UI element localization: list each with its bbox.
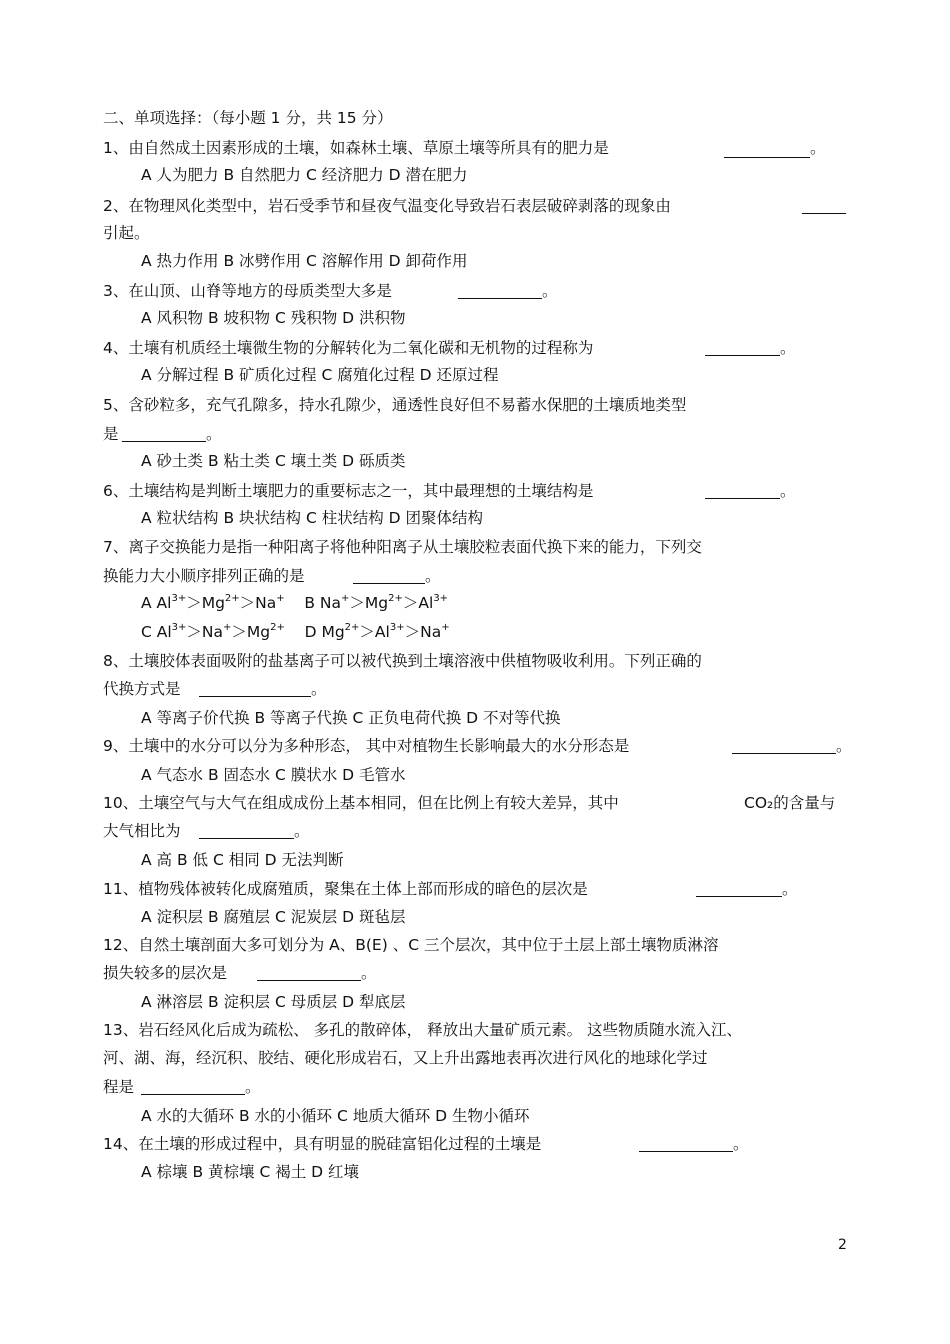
option-d-na: ＞Na	[404, 623, 442, 641]
question-10-options: A 高 B 低 C 相同 D 无法判断	[141, 851, 344, 869]
answer-blank-10[interactable]	[199, 838, 294, 839]
question-11-options: A 淀积层 B 腐殖层 C 泥炭层 D 斑毡层	[141, 908, 406, 926]
question-6-options: A 粒状结构 B 块状结构 C 柱状结构 D 团聚体结构	[141, 509, 483, 527]
option-b-al: ＞Al	[402, 594, 434, 612]
question-10-stem: 10、土壤空气与大气在组成成份上基本相同，但在比例上有较大差异，其中	[103, 794, 619, 812]
sup-al: 3+	[171, 622, 187, 633]
question-1-options: A 人为肥力 B 自然肥力 C 经济肥力 D 潜在肥力	[141, 166, 468, 184]
question-14-options: A 棕壤 B 黄棕壤 C 褐土 D 红壤	[141, 1163, 359, 1181]
answer-blank-2[interactable]	[802, 213, 846, 214]
question-6-stem: 6、土壤结构是判断土壤肥力的重要标志之一，其中最理想的土壤结构是	[103, 482, 594, 500]
question-8-stem-line2: 代换方式是	[103, 680, 181, 698]
sup-mg: 2+	[270, 622, 285, 633]
answer-blank-9[interactable]	[732, 753, 836, 754]
page-number: 2	[838, 1237, 847, 1253]
answer-blank-14[interactable]	[639, 1151, 733, 1152]
question-7-stem: 7、离子交换能力是指一种阳离子将他种阳离子从土壤胶粒表面代换下来的能力，下列交	[103, 538, 702, 556]
option-a-al: A Al	[141, 594, 172, 612]
question-12-end: 。	[361, 964, 377, 982]
question-13-stem: 13、岩石经风化后成为疏松、 多孔的散碎体， 释放出大量矿质元素。 这些物质随水流入江、	[103, 1021, 743, 1039]
answer-blank-8[interactable]	[199, 696, 311, 697]
answer-blank-3[interactable]	[458, 298, 542, 299]
question-13-stem-line2: 河、湖、海，经沉积、胶结、硬化形成岩石，又上升出露地表再次进行风化的地球化学过	[103, 1049, 708, 1067]
question-14-end: 。	[733, 1135, 749, 1153]
question-4-stem: 4、土壤有机质经土壤微生物的分解转化为二氧化碳和无机物的过程称为	[103, 339, 594, 357]
question-14-stem: 14、在土壤的形成过程中，具有明显的脱硅富铝化过程的土壤是	[103, 1135, 542, 1153]
sup-na: +	[276, 593, 285, 604]
sup-na: +	[341, 593, 350, 604]
sup-mg: 2+	[224, 593, 240, 604]
sup-na: +	[223, 622, 232, 633]
question-5-stem: 5、含砂粒多，充气孔隙多，持水孔隙少，通透性良好但不易蓄水保肥的土壤质地类型	[103, 396, 687, 414]
question-5-end: 。	[206, 425, 222, 443]
option-c-al: C Al	[141, 623, 172, 641]
option-d-mg: D Mg	[304, 623, 345, 641]
question-12-options: A 淋溶层 B 淀积层 C 母质层 D 犁底层	[141, 993, 406, 1011]
sup-al: 3+	[171, 593, 187, 604]
answer-blank-12[interactable]	[257, 980, 361, 981]
question-3-stem: 3、在山顶、山脊等地方的母质类型大多是	[103, 282, 392, 300]
question-10-end: 。	[294, 822, 310, 840]
question-10-stem-line2: 大气相比为	[103, 822, 181, 840]
answer-blank-11[interactable]	[696, 896, 782, 897]
option-b-mg: ＞Mg	[349, 594, 389, 612]
answer-blank-6[interactable]	[705, 498, 780, 499]
question-9-stem: 9、土壤中的水分可以分为多种形态， 其中对植物生长影响最大的水分形态是	[103, 737, 630, 755]
option-a-na: ＞Na	[239, 594, 277, 612]
question-11-end: 。	[782, 880, 798, 898]
question-13-end: 。	[245, 1078, 261, 1096]
question-7-end: 。	[425, 567, 441, 585]
answer-blank-7[interactable]	[353, 583, 425, 584]
question-1-end: 。	[810, 139, 826, 157]
option-c-mg: ＞Mg	[231, 623, 271, 641]
question-5-stem-line2: 是	[103, 425, 119, 443]
question-4-end: 。	[780, 339, 796, 357]
question-5-options: A 砂土类 B 粘土类 C 壤土类 D 砾质类	[141, 452, 406, 470]
question-13-stem-line3: 程是	[103, 1078, 135, 1096]
question-13-options: A 水的大循环 B 水的小循环 C 地质大循环 D 生物小循环	[141, 1107, 530, 1125]
question-11-stem: 11、植物残体被转化成腐殖质，聚集在土体上部而形成的暗色的层次是	[103, 880, 588, 898]
option-c-na: ＞Na	[186, 623, 224, 641]
question-1-stem: 1、由自然成土因素形成的土壤，如森林土壤、草原土壤等所具有的肥力是	[103, 139, 609, 157]
option-d-al: ＞Al	[359, 623, 390, 641]
answer-blank-1[interactable]	[724, 157, 810, 158]
question-2-stem-line2: 引起。	[103, 224, 150, 242]
question-9-options: A 气态水 B 固态水 C 膜状水 D 毛管水	[141, 766, 406, 784]
question-6-end: 。	[780, 482, 796, 500]
sup-mg: 2+	[344, 622, 360, 633]
question-10-stem-right: CO₂的含量与	[744, 794, 836, 812]
question-3-options: A 风积物 B 坡积物 C 残积物 D 洪积物	[141, 309, 406, 327]
question-9-end: 。	[836, 737, 852, 755]
question-7-options-ab	[141, 593, 448, 616]
question-2-stem: 2、在物理风化类型中，岩石受季节和昼夜气温变化导致岩石表层破碎剥落的现象由	[103, 197, 671, 215]
question-4-options: A 分解过程 B 矿质化过程 C 腐殖化过程 D 还原过程	[141, 366, 499, 384]
question-8-options: A 等离子价代换 B 等离子代换 C 正负电荷代换 D 不对等代换	[141, 709, 561, 727]
option-a-mg: ＞Mg	[186, 594, 225, 612]
question-8-end: 。	[311, 680, 327, 698]
option-b-na: B Na	[304, 594, 342, 612]
question-12-stem-line2: 损失较多的层次是	[103, 964, 228, 982]
sup-na: +	[441, 622, 450, 633]
question-3-end: 。	[542, 282, 558, 300]
sup-mg: 2+	[388, 593, 403, 604]
answer-blank-5[interactable]	[122, 441, 206, 442]
question-12-stem: 12、自然土壤剖面大多可划分为 A、B(E) 、C 三个层次，其中位于土层上部土壤物质淋溶	[103, 936, 719, 954]
question-2-options: A 热力作用 B 冰劈作用 C 溶解作用 D 卸荷作用	[141, 252, 468, 270]
question-7-stem-line2: 换能力大小顺序排列正确的是	[103, 567, 305, 585]
answer-blank-4[interactable]	[705, 355, 780, 356]
sup-al: 3+	[389, 622, 405, 633]
question-8-stem: 8、土壤胶体表面吸附的盐基离子可以被代换到土壤溶液中供植物吸收利用。下列正确的	[103, 652, 702, 670]
question-7-options-cd	[141, 622, 450, 645]
answer-blank-13[interactable]	[141, 1094, 245, 1095]
sup-al: 3+	[433, 593, 449, 604]
section-title: 二、单项选择：（每小题 1 分，共 15 分）	[103, 109, 393, 127]
